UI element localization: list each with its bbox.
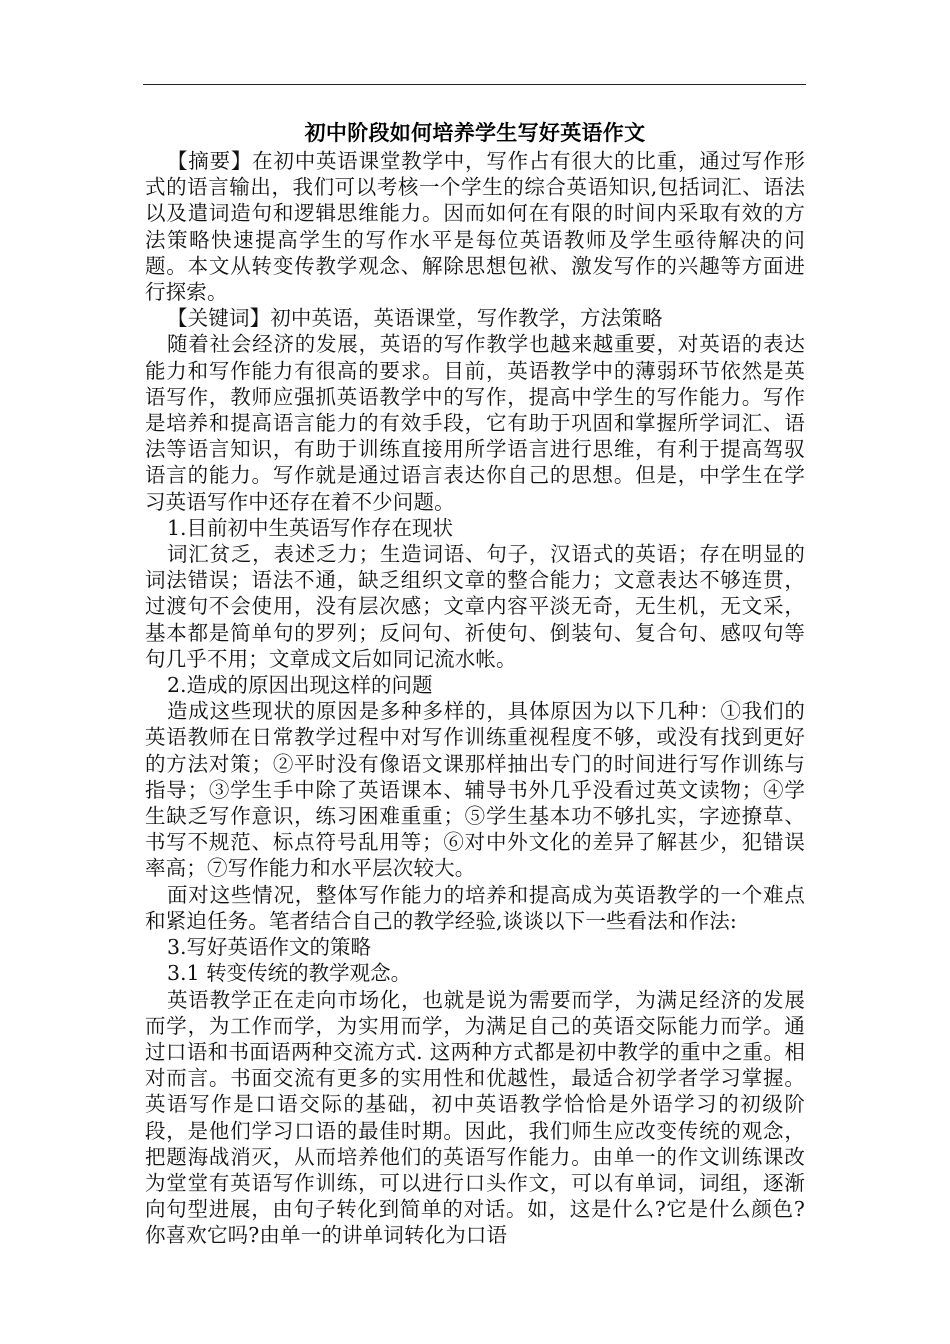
keywords-paragraph: 【关键词】初中英语，英语课堂，写作教学，方法策略	[167, 306, 663, 331]
section-1-paragraph: 词汇贫乏，表述乏力；生造词语、句子，汉语式的英语；存在明显的词法错误；语法不通，缺乏组织文章的整合能力；文意表达不够连贯，过渡句不会使用，没有层次感；文章内容平淡无奇，无生机，无文采，基本都是简单句的罗列；反问句、祈使句、倒装句、复合句、感叹句等句几乎不用；文章成文后如同记流水帐。	[145, 542, 805, 671]
section-2-heading: 2.造成的原因出现这样的问题	[167, 673, 433, 698]
document-title: 初中阶段如何培养学生写好英语作文	[304, 120, 646, 145]
section-1-heading: 1.目前初中生英语写作存在现状	[167, 515, 454, 540]
section-2-paragraph: 造成这些现状的原因是多种多样的，具体原因为以下几种：①我们的英语教师在日常教学过程中对写作训练重视程度不够，或没有找到更好的方法对策；②平时没有像语文课那样抽出专门的时间进行写作训练与指导；③学生手中除了英语课本、辅导书外几乎没看过英文读物；④学生缺乏写作意识，练习困难重重；⑤学生基本功不够扎实，字迹撩草、书写不规范、标点符号乱用等；⑥对中外文化的差异了解甚少，犯错误率高；⑦写作能力和水平层次较大。	[145, 699, 805, 881]
intro-paragraph: 随着社会经济的发展，英语的写作教学也越来越重要，对英语的表达能力和写作能力有很高的要求。目前，英语教学中的薄弱环节依然是英语写作，教师应强抓英语教学中的写作，提高中学生的写作能力。写作是培养和提高语言能力的有效手段，它有助于巩固和掌握所学词汇、语法等语言知识，有助于训练直接用所学语言进行思维，有利于提高驾驭语言的能力。写作就是通过语言表达你自己的思想。但是，中学生在学习英语写作中还存在着不少问题。	[145, 332, 805, 514]
section-2-followup-paragraph: 面对这些情况，整体写作能力的培养和提高成为英语教学的一个难点和紧迫任务。笔者结合自己的教学经验,谈谈以下一些看法和作法:	[145, 882, 805, 933]
section-3-heading: 3.写好英语作文的策略	[167, 935, 372, 960]
header-rule	[143, 84, 806, 85]
section-3-1-paragraph: 英语教学正在走向市场化，也就是说为需要而学，为满足经济的发展而学，为工作而学，为实用而学，为满足自己的英语交际能力而学。通过口语和书面语两种交流方式. 这两种方式都是初中教学的重中之重。相对而言。书面交流有更多的实用性和优越性，最适合初学者学习掌握。英语写作是口语交际的基础，初中英语教学恰恰是外语学习的初级阶段，是他们学习口语的最佳时期。因此，我们师生应改变传统的观念，把题海战消灭，从而培养他们的英语写作能力。由单一的作文训练课改为堂堂有英语写作训练，可以进行口头作文，可以有单词，词组，逐渐向句型进展，由句子转化到简单的对话。如，这是什么?它是什么颜色?你喜欢它吗?由单一的讲单词转化为口语	[145, 987, 805, 1248]
section-3-1-heading: 3.1 转变传统的教学观念。	[167, 961, 412, 986]
document-body	[145, 118, 805, 1249]
abstract-paragraph: 【摘要】在初中英语课堂教学中，写作占有很大的比重，通过写作形式的语言输出，我们可以考核一个学生的综合英语知识,包括词汇、语法以及遣词造句和逻辑思维能力。因而如何在有限的时间内采取有效的方法策略快速提高学生的写作水平是每位英语教师及学生亟待解决的问题。本文从转变传教学观念、解除思想包袱、激发写作的兴趣等方面进行探索。	[145, 149, 805, 305]
